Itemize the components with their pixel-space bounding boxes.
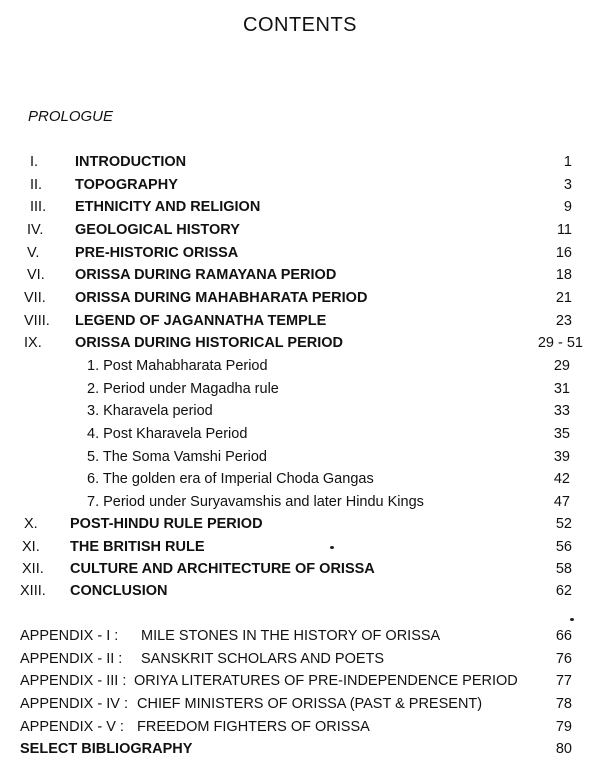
chapter-number: IV. (27, 222, 44, 238)
toc-row-chapter-4[interactable] (0, 222, 600, 242)
chapter-title: ORISSA DURING HISTORICAL PERIOD (75, 335, 344, 351)
appendix-label: APPENDIX - III : (20, 673, 127, 689)
toc-row-chapter-8[interactable] (0, 313, 600, 333)
page-number: 3 (563, 177, 572, 193)
appendix-label: APPENDIX - V : (20, 719, 124, 735)
page-number: 39 (553, 449, 570, 465)
toc-row-chapter-11[interactable] (0, 539, 600, 559)
subsection-title: 7. Period under Suryavamshis and later Hindu Kings (87, 494, 424, 510)
appendix-title: MILE STONES IN THE HISTORY OF ORISSA (141, 628, 441, 644)
page-number: 62 (555, 583, 572, 599)
subsection-title: 6. The golden era of Imperial Choda Gangas (87, 471, 374, 487)
chapter-title: ORISSA DURING MAHABHARATA PERIOD (75, 290, 368, 306)
chapter-title: CULTURE AND ARCHITECTURE OF ORISSA (70, 561, 375, 577)
page-number: 42 (553, 471, 570, 487)
toc-row-chapter-13[interactable] (0, 583, 600, 603)
page-number: 18 (555, 267, 572, 283)
page-number: 1 (563, 154, 572, 170)
chapter-number: IX. (24, 335, 42, 351)
toc-row-subsection-7[interactable] (0, 494, 600, 514)
page-number: 11 (556, 222, 572, 238)
appendix-label: APPENDIX - IV : (20, 696, 128, 712)
chapter-number: XIII. (20, 583, 46, 599)
toc-row-chapter-6[interactable] (0, 267, 600, 287)
chapter-title: ORISSA DURING RAMAYANA PERIOD (75, 267, 337, 283)
print-speck (330, 546, 334, 549)
toc-row-bibliography[interactable] (0, 741, 600, 761)
chapter-number: X. (24, 516, 38, 532)
toc-row-chapter-3[interactable] (0, 199, 600, 219)
toc-row-appendix-2[interactable] (0, 651, 600, 671)
toc-row-subsection-5[interactable] (0, 449, 600, 469)
toc-row-chapter-5[interactable] (0, 245, 600, 265)
subsection-title: 4. Post Kharavela Period (87, 426, 248, 442)
chapter-number: VIII. (24, 313, 50, 329)
page-number: 33 (553, 403, 570, 419)
page-number: 21 (555, 290, 572, 306)
toc-row-chapter-10[interactable] (0, 516, 600, 536)
chapter-number: XII. (22, 561, 44, 577)
page-number: 47 (553, 494, 570, 510)
subsection-title: 1. Post Mahabharata Period (87, 358, 268, 374)
toc-row-appendix-4[interactable] (0, 696, 600, 716)
appendix-label: APPENDIX - I : (20, 628, 119, 644)
page-number: 78 (555, 696, 572, 712)
page-title: CONTENTS (243, 14, 357, 36)
chapter-title: INTRODUCTION (75, 154, 187, 170)
chapter-title: TOPOGRAPHY (75, 177, 178, 193)
page-number: 29 (553, 358, 570, 374)
page-number: 79 (555, 719, 572, 735)
page-number: 58 (555, 561, 572, 577)
toc-row-subsection-4[interactable] (0, 426, 600, 446)
page-number: 16 (555, 245, 572, 261)
toc-row-chapter-2[interactable] (0, 177, 600, 197)
toc-row-chapter-9[interactable] (0, 335, 600, 355)
chapter-title: ETHNICITY AND RELIGION (75, 199, 261, 215)
chapter-number: VII. (24, 290, 46, 306)
chapter-title: PRE-HISTORIC ORISSA (75, 245, 239, 261)
appendix-label: APPENDIX - II : (20, 651, 123, 667)
page-number: 31 (553, 381, 570, 397)
toc-row-chapter-7[interactable] (0, 290, 600, 310)
page-number: 52 (555, 516, 572, 532)
chapter-title: POST-HINDU RULE PERIOD (70, 516, 263, 532)
chapter-number: VI. (27, 267, 45, 283)
page-number: 56 (555, 539, 572, 555)
chapter-number: II. (30, 177, 43, 193)
page-number: 80 (555, 741, 572, 757)
prologue-heading: PROLOGUE (28, 108, 114, 125)
chapter-number: V. (27, 245, 40, 261)
page-number: 66 (555, 628, 572, 644)
page-number: 35 (553, 426, 570, 442)
page-number: 77 (555, 673, 572, 689)
chapter-title: CONCLUSION (70, 583, 168, 599)
appendix-title: SANSKRIT SCHOLARS AND POETS (141, 651, 385, 667)
bibliography-title: SELECT BIBLIOGRAPHY (20, 741, 193, 757)
page-number: 23 (555, 313, 572, 329)
appendix-title: ORIYA LITERATURES OF PRE-INDEPENDENCE PERIOD (134, 673, 518, 689)
appendix-title: FREEDOM FIGHTERS OF ORISSA (137, 719, 370, 735)
toc-row-appendix-3[interactable] (0, 673, 600, 693)
toc-row-chapter-1[interactable] (0, 154, 600, 174)
chapter-number: I. (30, 154, 39, 170)
page-number: 9 (563, 199, 572, 215)
appendix-title: CHIEF MINISTERS OF ORISSA (PAST & PRESENT) (137, 696, 483, 712)
toc-row-appendix-5[interactable] (0, 719, 600, 739)
chapter-title: LEGEND OF JAGANNATHA TEMPLE (75, 313, 327, 329)
toc-row-subsection-1[interactable] (0, 358, 600, 378)
toc-row-subsection-2[interactable] (0, 381, 600, 401)
print-speck (570, 618, 574, 621)
chapter-title: GEOLOGICAL HISTORY (75, 222, 240, 238)
toc-row-appendix-1[interactable] (0, 628, 600, 648)
page-number: 76 (555, 651, 572, 667)
page-number: 29 - 51 (537, 335, 583, 351)
toc-row-subsection-6[interactable] (0, 471, 600, 491)
subsection-title: 2. Period under Magadha rule (87, 381, 279, 397)
chapter-title: THE BRITISH RULE (70, 539, 205, 555)
subsection-title: 3. Kharavela period (87, 403, 213, 419)
chapter-number: III. (30, 199, 47, 215)
subsection-title: 5. The Soma Vamshi Period (87, 449, 267, 465)
chapter-number: XI. (22, 539, 40, 555)
toc-row-subsection-3[interactable] (0, 403, 600, 423)
toc-row-chapter-12[interactable] (0, 561, 600, 581)
